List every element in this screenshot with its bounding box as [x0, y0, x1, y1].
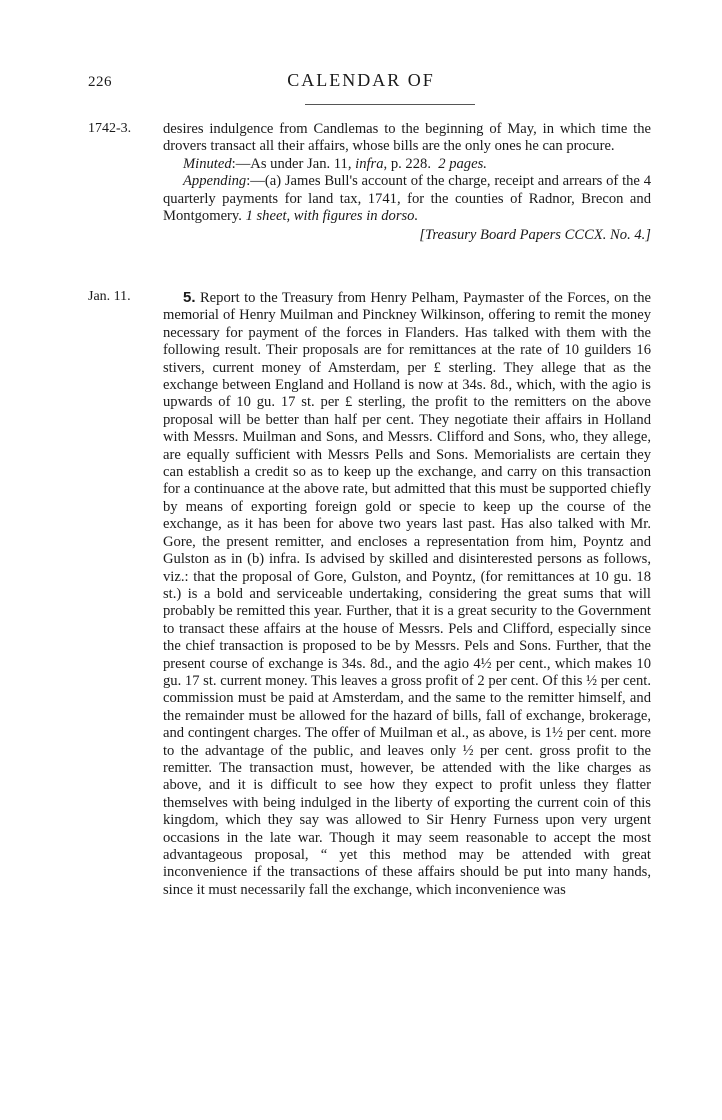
- entry-5-text: Report to the Treasury from Henry Pelham, Paymaster of the Forces, on the memorial of Henry Muilman and Pinckney Wilkinson, offering to remit the money necessary for payment of the forces in Flanders. Has talked with them with the following result. Their proposals are for remittances at the rate of 10 guilders 16 stivers, current money of Amsterdam, per £ sterling. They allege that as the exchange between England and Holland is now at 34s. 8d., which, with the agio is upwards of 10 gu. 17 st. per £ sterling, the profit to the remitters on the above proposal will be better than half per cent. They negotiate their affairs in Holland with Messrs. Muilman and Sons, and Messrs. Clifford and Sons, who, they allege, are equally sufficient with Messrs Pells and Sons. Memorialists are certain they can establish a credit so as to keep up the exchange, and carry on this transaction for a continuance at the above rate, but admitted that this must be supported chiefly by means of exporting foreign gold or specie to keep up the course of the exchange, as it has been for above two years last past. Has also talked with Mr. Gore, the present remitter, and encloses a representation from him, Poyntz and Gulston as in (b) infra. Is advised by skilled and disinterested persons as follows, viz.: that the proposal of Gore, Gulston, and Poyntz, (for remittances at 10 gu. 18 st.) is a bold and serviceable undertaking, considering the great sums that will probably be remitted this year. Further, that it is a great security to the Government to transact these affairs at the house of Messrs. Pels and Clifford, especially since the chief transaction is proposed to be by Messrs. Pels and Sons. Further, that the present course of exchange is 34s. 8d., and the agio 4½ per cent., which makes 10 gu. 17 st. current money. This leaves a gross profit of 2 per cent. Of this ½ per cent. commission must be paid at Amsterdam, and the same to the remitter himself, and the remainder must be allowed for the hazard of bills, fall of exchange, brokerage, and contingent charges. The offer of Muilman et al., as above, is 1½ per cent. more to the advantage of the public, and leaves only ½ per cent. gross profit to the remitter. The transaction must, however, be attended with the like charges as above, and it is difficult to see how they expect to profit unless they flatter themselves with being indulged in the liberty of exporting the current coin of this kingdom, which they say was allowed to Sir Henry Furness upon very urgent occasions in the late war. Though it may seem reasonable to accept the most advantageous proposal, “ yet this method may be attended with great inconvenience if the transactions of these affairs should be put into many hands, since it must necessarily fall the exchange, which inconvenience was: [163, 290, 651, 898]
- entry-number: 5.: [183, 289, 196, 306]
- margin-year: 1742-3.: [88, 121, 132, 136]
- entry-4-continued: [163, 121, 651, 245]
- appending-paragraph: [163, 173, 651, 225]
- appending-label: Appending: [183, 173, 247, 190]
- header-rule: [305, 104, 475, 105]
- minuted-infra: infra: [355, 155, 384, 172]
- minuted-page: , p. 228.: [383, 155, 431, 172]
- appending-text: :—(a) James Bull's account of the charge, receipt and arrears of the 4 quarterly payments for land tax, 1741, for the counties of Radnor, Brecon and Montgomery.: [163, 173, 651, 225]
- minuted-line: [163, 156, 651, 173]
- page-number: 226: [88, 74, 112, 90]
- margin-date: Jan. 11.: [88, 289, 131, 304]
- entry-5-paragraph: [163, 289, 651, 899]
- entry-5: [163, 289, 651, 899]
- appending-sheet: 1 sheet, with figures in dorso.: [245, 208, 419, 225]
- minuted-label: Minuted: [183, 155, 232, 172]
- minuted-pages: 2 pages.: [438, 155, 487, 172]
- entry-4-text: desires indulgence from Candlemas to the beginning of May, in which time the drovers transact all their affairs, whose bills are the only ones he can procure.: [163, 121, 651, 155]
- running-title: CALENDAR OF: [287, 70, 435, 90]
- minuted-text: :—As under Jan. 11,: [231, 155, 352, 172]
- reference-citation: [Treasury Board Papers CCCX. No. 4.]: [419, 227, 651, 244]
